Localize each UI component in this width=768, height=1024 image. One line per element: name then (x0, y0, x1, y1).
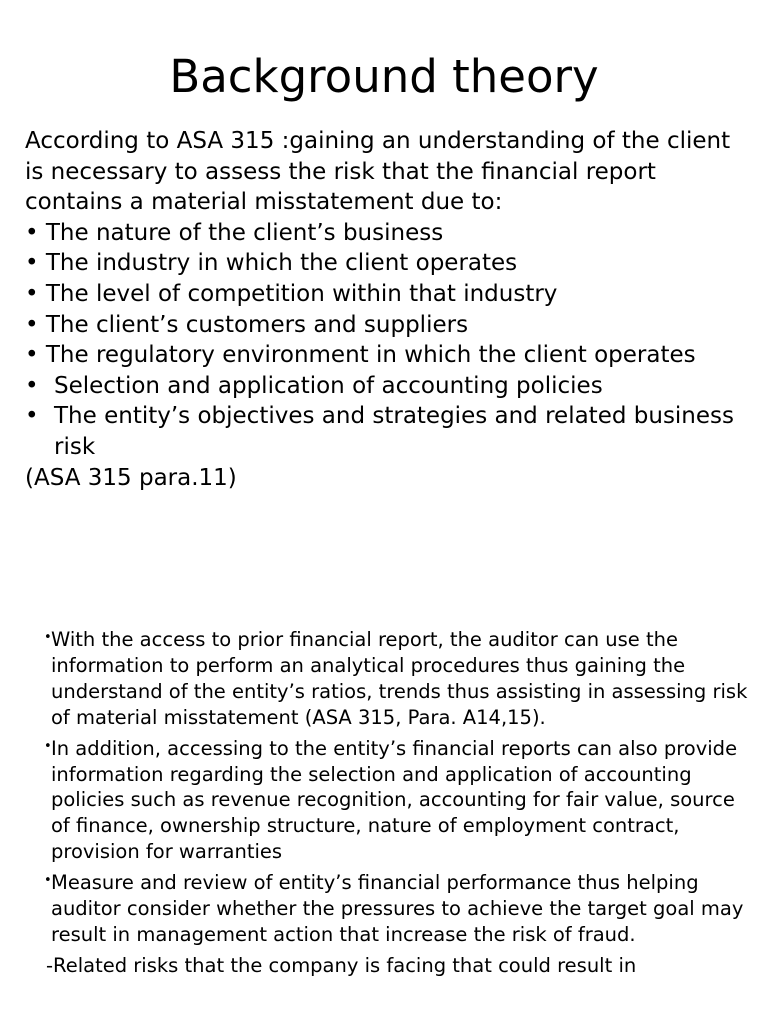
intro-paragraph: According to ASA 315 :gaining an understanding of the client is necessary to assess the risk that the financial report contains a material misstatement due to: (25, 128, 731, 216)
list-item: • The nature of the client’s business (25, 219, 444, 246)
reference-citation: (ASA 315 para.11) (25, 464, 237, 491)
bullet-marker: • (25, 403, 39, 430)
list-item: • The level of competition within that industry (25, 280, 558, 307)
list-item (44, 870, 754, 948)
client-factors-list (25, 218, 750, 463)
list-item: • The client’s customers and suppliers (25, 311, 469, 338)
list-item: • The regulatory environment in which the client operates (25, 342, 696, 369)
list-item-text: In addition, accessing to the entity’s financial reports can also provide information regarding the selection and application of accounting policies such as revenue recognition, accounting for fair value, source of finance, ownership structure, nature of employment contract, provision for warranties (51, 736, 738, 864)
list-item (25, 401, 750, 462)
list-item: • The industry in which the client operates (25, 250, 518, 277)
bullet-marker: • (44, 873, 52, 889)
bullet-marker: • (44, 630, 52, 645)
related-risks-line: -Related risks that the company is facing that could result in (46, 953, 637, 977)
list-item (44, 736, 754, 866)
slide-title: Background theory (169, 50, 599, 103)
list-item (25, 371, 750, 402)
list-item-text: With the access to prior financial report, the auditor can use the information to perform an analytical procedures thus gaining the understand of the entity’s ratios, trends thus assisting in assessing risk of material misstatement (ASA 315, Para. A14,15). (51, 628, 748, 729)
bullet-marker: • (44, 738, 52, 754)
list-item-text: Selection and application of accounting policies (54, 372, 603, 399)
upper-text-block (25, 126, 750, 493)
list-item-text: Measure and review of entity’s financial performance thus helping auditor consider whether the pressures to achieve the target goal may result in management action that increase the risk of fraud. (51, 871, 744, 946)
list-item (44, 627, 754, 731)
list-item-text: The entity’s objectives and strategies and related business risk (54, 403, 735, 460)
lower-text-block (44, 627, 754, 979)
analysis-points-list (44, 627, 754, 948)
bullet-marker: • (25, 372, 39, 399)
